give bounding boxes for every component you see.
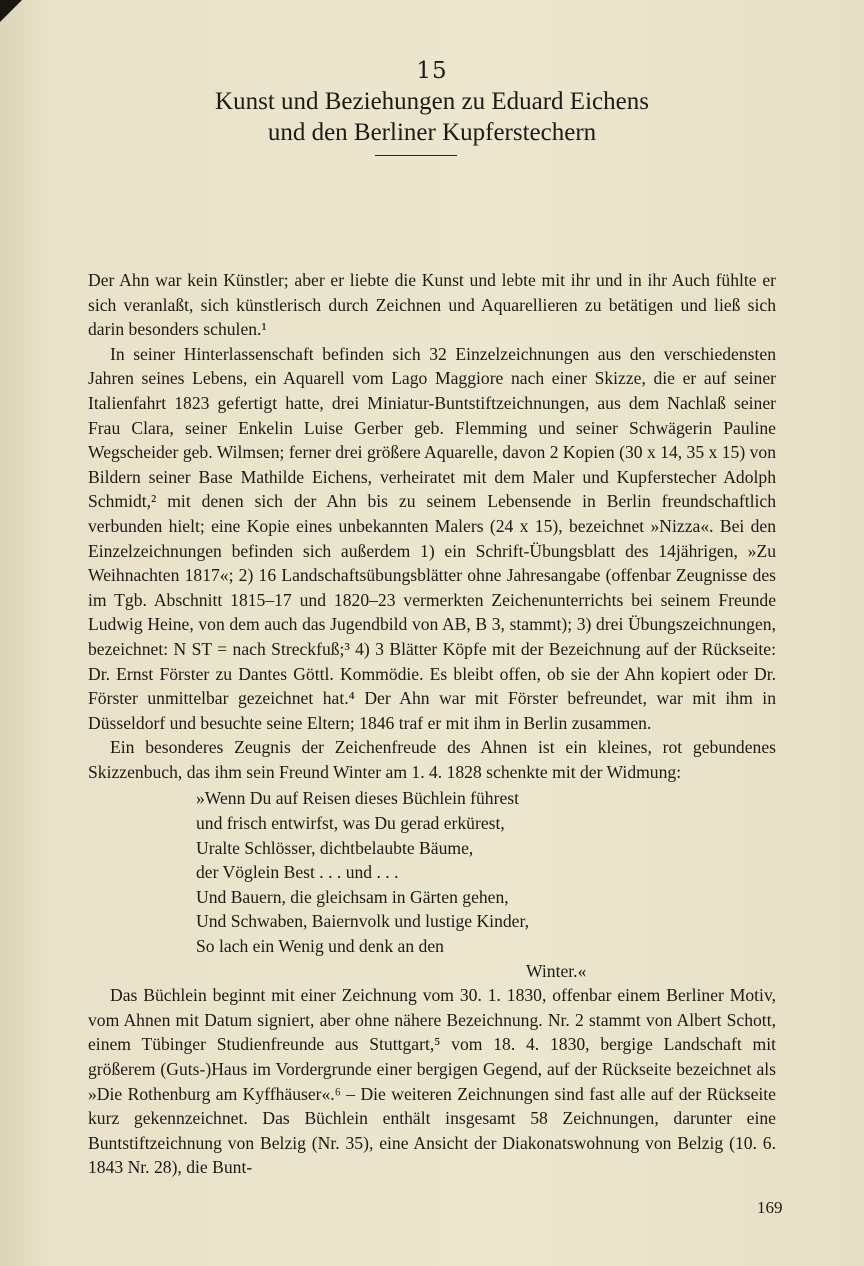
poem-line: So lach ein Wenig und denk an den (196, 936, 444, 957)
paragraph: Ein besonderes Zeugnis der Zeichenfreude des Ahnen ist ein kleines, rot gebundenes Skizzenbuch, das ihm sein Freund Winter am 1. 4. 1828 schenkte mit der Widmung: (88, 737, 776, 782)
body-text (88, 268, 776, 1180)
chapter-title-line-2: und den Berliner Kupferstechern (267, 119, 597, 146)
poem-line: »Wenn Du auf Reisen dieses Büchlein führest (196, 788, 520, 809)
chapter-title (0, 86, 864, 148)
chapter-title-line-1: Kunst und Beziehungen zu Eduard Eichens (215, 88, 649, 115)
paragraph: Der Ahn war kein Künstler; aber er liebte die Kunst und lebte mit ihr und in ihr Auch fühlte er sich veranlaßt, sich künstlerisch durch Zeichnen und Aquarellieren zu betätigen und ließ sich darin besonders schulen.¹ (88, 270, 776, 340)
chapter-number: 15 (416, 58, 448, 84)
page-number: 169 (757, 1198, 783, 1217)
poem-line: der Vöglein Best . . . und . . . (196, 862, 399, 883)
paragraph: Das Büchlein beginnt mit einer Zeichnung vom 30. 1. 1830, offenbar einem Berliner Motiv, vom Ahnen mit Datum signiert, aber ohne nähere Bezeichnung. Nr. 2 stammt von Albert Schott, einem Tübinger Studienfreunde aus Stuttgart,⁵ vom 18. 4. 1830, bergige Landschaft mit größerem (Guts-)Haus im Vordergrunde einer bergigen Gegend, auf der Rückseite bezeichnet als »Die Rothenburg am Kyffhäuser«.⁶ – Die weiteren Zeichnungen sind fast alle auf der Rückseite kurz gekennzeichnet. Das Büchlein enthält insgesamt 58 Zeichnungen, darunter eine Buntstiftzeichnung von Belzig (Nr. 35), eine Ansicht der Diakonatswohnung von Belzig (10. 6. 1843 Nr. 28), die Bunt- (88, 985, 776, 1178)
poem-line: Und Schwaben, Baiernvolk und lustige Kinder, (196, 911, 530, 932)
poem-line: Uralte Schlösser, dichtbelaubte Bäume, (196, 837, 474, 858)
title-divider (375, 155, 457, 156)
poem-line: Und Bauern, die gleichsam in Gärten gehen, (196, 886, 509, 907)
page-corner-shadow (0, 0, 22, 22)
poem-line: und frisch entwirfst, was Du gerad erkürest, (196, 813, 505, 834)
paragraph: In seiner Hinterlassenschaft befinden sich 32 Einzelzeichnungen aus den verschiedensten Jahren seines Lebens, ein Aquarell vom Lago Maggiore nach einer Skizze, die er auf seiner Italienfahrt 1823 gefertigt hatte, drei Miniatur-Buntstiftzeichnungen, aus dem Nachlaß seiner Frau Clara, seiner Enkelin Luise Gerber geb. Flemming und seiner Schwägerin Pauline Wegscheider geb. Wilmsen; ferner drei größere Aquarelle, davon 2 Kopien (30 x 14, 35 x 15) von Bildern seiner Base Mathilde Eichens, verheiratet mit dem Maler und Kupferstecher Adolph Schmidt,² mit denen sich der Ahn bis zu seinem Lebensende in Berlin freundschaftlich verbunden hielt; eine Kopie eines unbekannten Malers (24 x 15), bezeichnet »Nizza«. Bei den Einzelzeichnungen befinden sich außerdem 1) ein Schrift-Übungsblatt des 14jährigen, »Zu Weihnachten 1817«; 2) 16 Landschaftsübungsblätter ohne Jahresangabe (offenbar Zeugnisse des im Tgb. Abschnitt 1815–17 und 1820–23 vermerkten Zeichenunterrichts bei seinem Freunde Ludwig Heine, von dem auch das Jugendbild von AB, B 3, stammt); 3) drei Übungszeichnungen, bezeichnet: N ST = nach Streckfuß;³ 4) 3 Blätter Köpfe mit der Bezeichnung auf der Rückseite: Dr. Ernst Förster zu Dantes Göttl. Kommödie. Es bleibt offen, ob sie der Ahn kopiert oder Dr. Förster unmittelbar gezeichnet hat.⁴ Der Ahn war mit Förster befreundet, war mit ihm in Düsseldorf und besuchte seine Eltern; 1846 traf er mit ihm in Berlin zusammen. (88, 343, 776, 733)
poem-signature: Winter.« (526, 960, 587, 981)
dedication-poem (196, 786, 776, 983)
